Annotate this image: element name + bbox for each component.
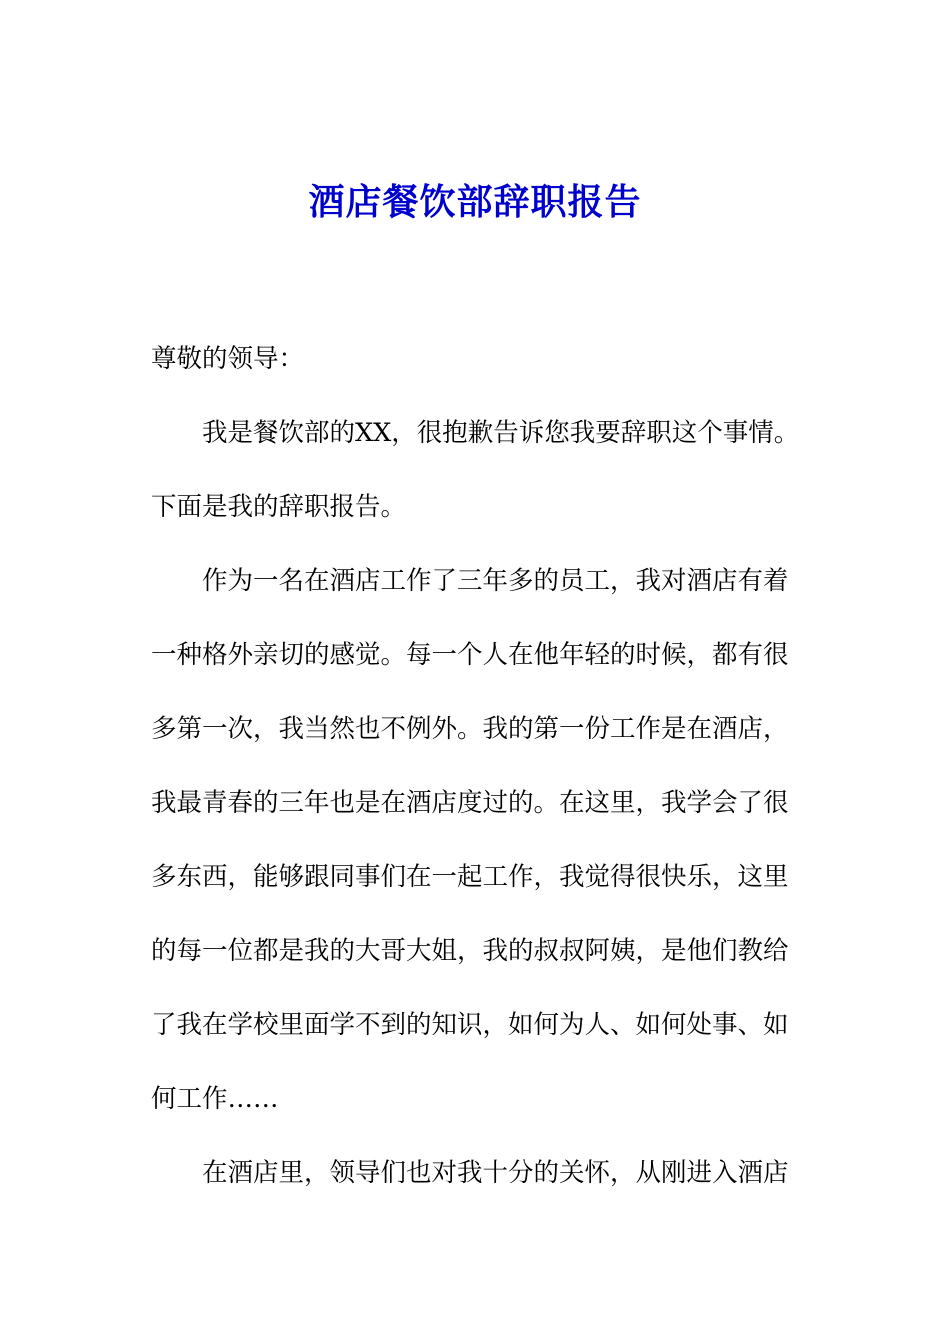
paragraph-line: 作为一名在酒店工作了三年多的员工，我对酒店有着 bbox=[202, 566, 789, 596]
paragraph-line: 了我在学校里面学不到的知识，如何为人、如何处事、如 bbox=[151, 1010, 789, 1040]
paragraph-line: 多第一次，我当然也不例外。我的第一份工作是在酒店， bbox=[151, 714, 789, 744]
paragraph-line: 的每一位都是我的大哥大姐，我的叔叔阿姨，是他们教给 bbox=[151, 936, 789, 966]
paragraph-line: 我最青春的三年也是在酒店度过的。在这里，我学会了很 bbox=[151, 788, 789, 818]
paragraph-1 bbox=[151, 396, 800, 544]
paragraph-line: 多东西，能够跟同事们在一起工作，我觉得很快乐，这里 bbox=[151, 862, 789, 892]
document-body bbox=[151, 322, 800, 1210]
paragraph-line: 在酒店里，领导们也对我十分的关怀，从刚进入酒店 bbox=[202, 1158, 789, 1188]
paragraph-line: 一种格外亲切的感觉。每一个人在他年轻的时候，都有很 bbox=[151, 640, 789, 670]
paragraph-2 bbox=[151, 544, 791, 1136]
paragraph-line: 下面是我的辞职报告。 bbox=[151, 492, 407, 522]
document-title: 酒店餐饮部辞职报告 bbox=[308, 181, 642, 223]
salutation: 尊敬的领导： bbox=[151, 344, 305, 374]
paragraph-line: 我是餐饮部的XX，很抱歉告诉您我要辞职这个事情。 bbox=[202, 418, 800, 448]
paragraph-3 bbox=[151, 1136, 791, 1210]
paragraph-line: 何工作…… bbox=[151, 1084, 279, 1114]
